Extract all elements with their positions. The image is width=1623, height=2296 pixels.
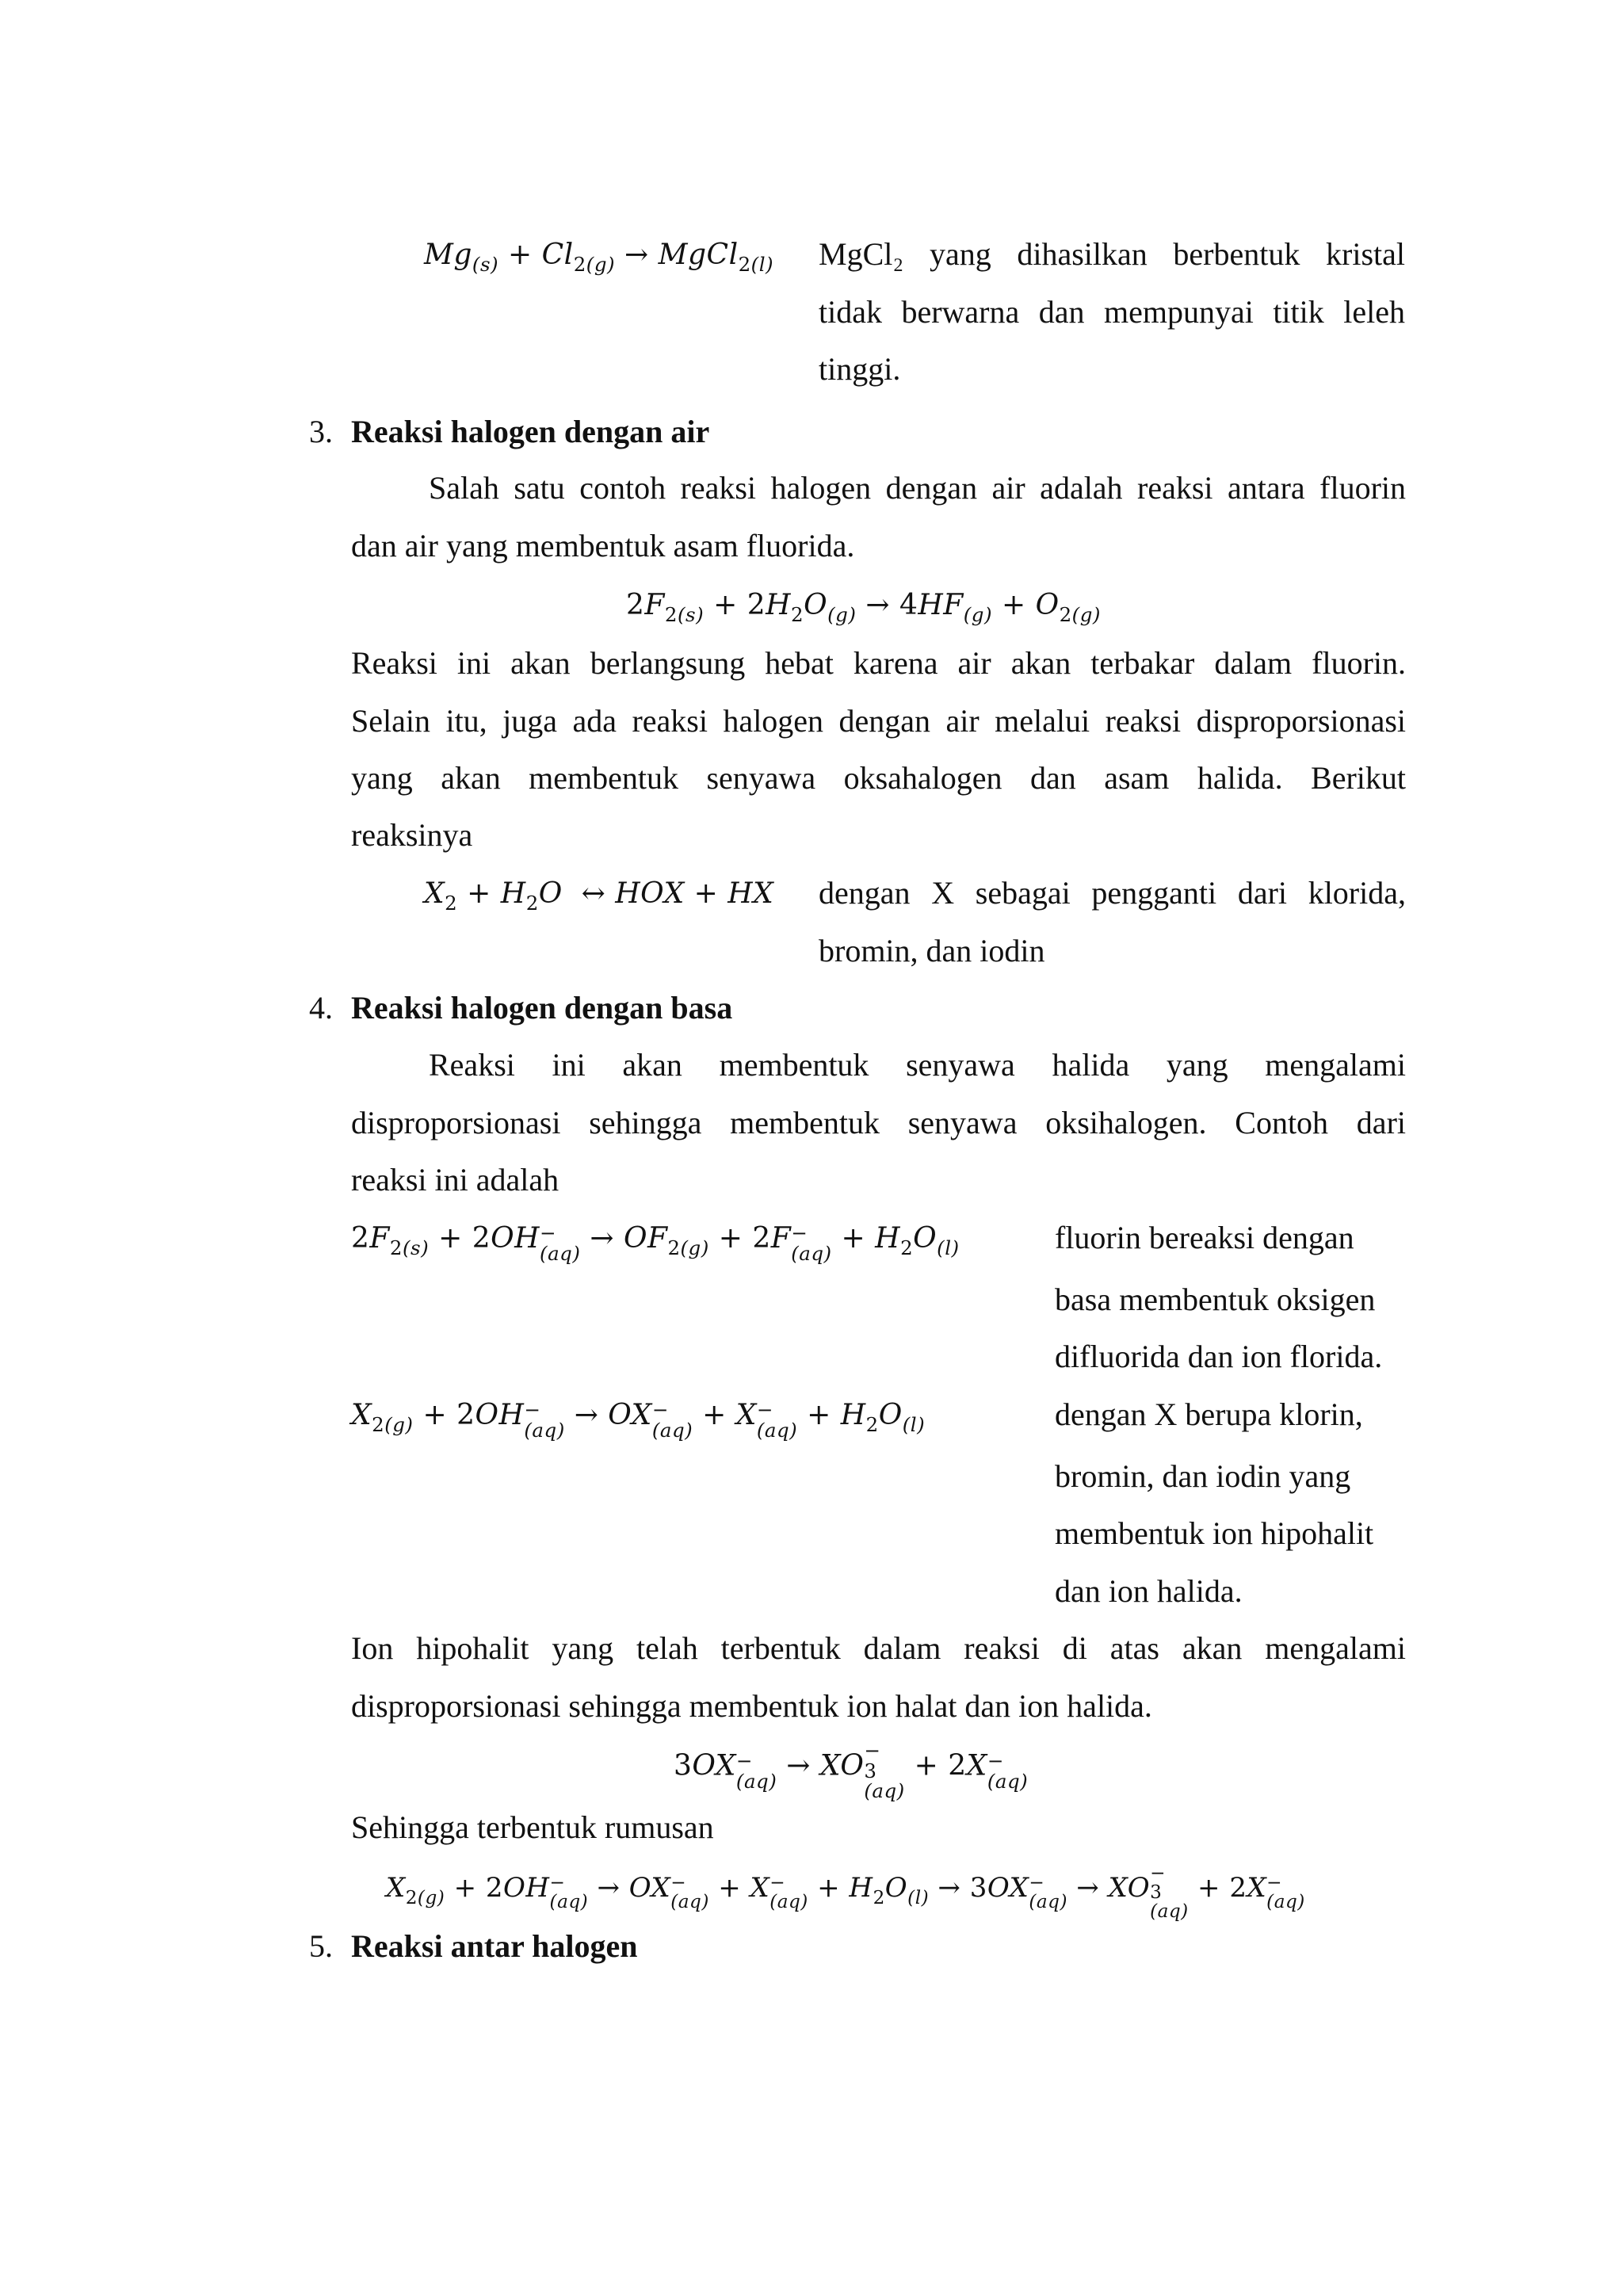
equation-fluorine-water: $2F_{2(s)} + 2H_2O_{(g)} \to 4HF_{(g)} + O_{2(g)}$ bbox=[626, 589, 1101, 627]
section-3-para-line-4: reaksinya bbox=[351, 817, 473, 853]
equation-halogen-water: $X_2 + H_2O$ ↔ HOX + HX bbox=[424, 877, 774, 915]
section-3-para-line-2: Selain itu, juga ada reaksi halogen dengan air melalui reaksi disproporsionasi bbox=[351, 703, 1406, 739]
section-5-number: 5. bbox=[309, 1928, 333, 1964]
section-3-intro-line-1: Salah satu contoh reaksi halogen dengan air adalah reaksi antara fluorin bbox=[429, 470, 1406, 506]
section-4-intro-line-1: Reaksi ini akan membentuk senyawa halida yang mengalami bbox=[429, 1047, 1406, 1083]
section-3-number: 3. bbox=[309, 414, 333, 449]
section-4-f-note-line-3: difluorida dan ion florida. bbox=[1055, 1339, 1383, 1374]
equation-fluorine-base: $2F_{2(s)} + 2OH$ − (aq) → $OF_{2(g)} + 2F$ − (aq) + $H_2O_{(l)}$ bbox=[351, 1221, 960, 1265]
section-4-para-line-2: disproporsionasi sehingga membentuk ion halat dan ion halida. bbox=[351, 1688, 1152, 1724]
mgcl2-note-line-3: tinggi. bbox=[819, 351, 901, 387]
section-4-number: 4. bbox=[309, 990, 333, 1026]
equation-overall: $X_{2(g)} + 2OH$ − (aq) → OX − (aq) + X − (aq) + $H_2O_{(l)} \to 3OX$ − (aq) → XO − 3 (aq) + 2X − (aq) bbox=[386, 1862, 1305, 1923]
section-4-para-line-1: Ion hipohalit yang telah terbentuk dalam reaksi di atas akan mengalami bbox=[351, 1630, 1406, 1666]
section-3-x-note-line-2: bromin, dan iodin bbox=[819, 933, 1045, 968]
equation-hypohalite-disproportionation: 3OX − (aq) → XO − 3 (aq) + 2X − (aq) bbox=[674, 1739, 1029, 1803]
section-4-x-note-line-2: bromin, dan iodin yang bbox=[1055, 1458, 1351, 1494]
section-4-x-note-line-3: membentuk ion hipohalit bbox=[1055, 1515, 1374, 1551]
section-4-f-note-line-2: basa membentuk oksigen bbox=[1055, 1282, 1376, 1317]
section-3-title: Reaksi halogen dengan air bbox=[351, 414, 710, 449]
mgcl2-note-line-2: tidak berwarna dan mempunyai titik leleh bbox=[819, 294, 1405, 330]
section-3-intro-line-2: dan air yang membentuk asam fluorida. bbox=[351, 528, 855, 563]
section-4-f-note-line-1: fluorin bereaksi dengan bbox=[1055, 1220, 1354, 1255]
mgcl2-note-line-1: MgCl₂ yang dihasilkan berbentuk kristal bbox=[819, 236, 1405, 272]
equation-halogen-base: $X_{2(g)} + 2OH$ − (aq) → OX − (aq) + X − (aq) + $H_2O_{(l)}$ bbox=[351, 1398, 926, 1442]
section-3-para-line-1: Reaksi ini akan berlangsung hebat karena air akan terbakar dalam fluorin. bbox=[351, 645, 1406, 681]
section-3-x-note-line-1: dengan X sebagai pengganti dari klorida, bbox=[819, 875, 1406, 911]
rumusan-label: Sehingga terbentuk rumusan bbox=[351, 1809, 714, 1845]
section-5-title: Reaksi antar halogen bbox=[351, 1928, 638, 1964]
section-4-x-note-line-4: dan ion halida. bbox=[1055, 1573, 1243, 1609]
section-4-x-note-line-1: dengan X berupa klorin, bbox=[1055, 1396, 1363, 1432]
equation-mg-cl2: $Mg_{(s)} + Cl_{2(g)}$ → MgCl$_{2(l)}$ bbox=[424, 239, 774, 277]
section-4-title: Reaksi halogen dengan basa bbox=[351, 990, 733, 1026]
section-4-intro-line-2: disproporsionasi sehingga membentuk senyawa oksihalogen. Contoh dari bbox=[351, 1105, 1406, 1140]
section-4-intro-line-3: reaksi ini adalah bbox=[351, 1162, 559, 1198]
section-3-para-line-3: yang akan membentuk senyawa oksahalogen dan asam halida. Berikut bbox=[351, 760, 1406, 796]
